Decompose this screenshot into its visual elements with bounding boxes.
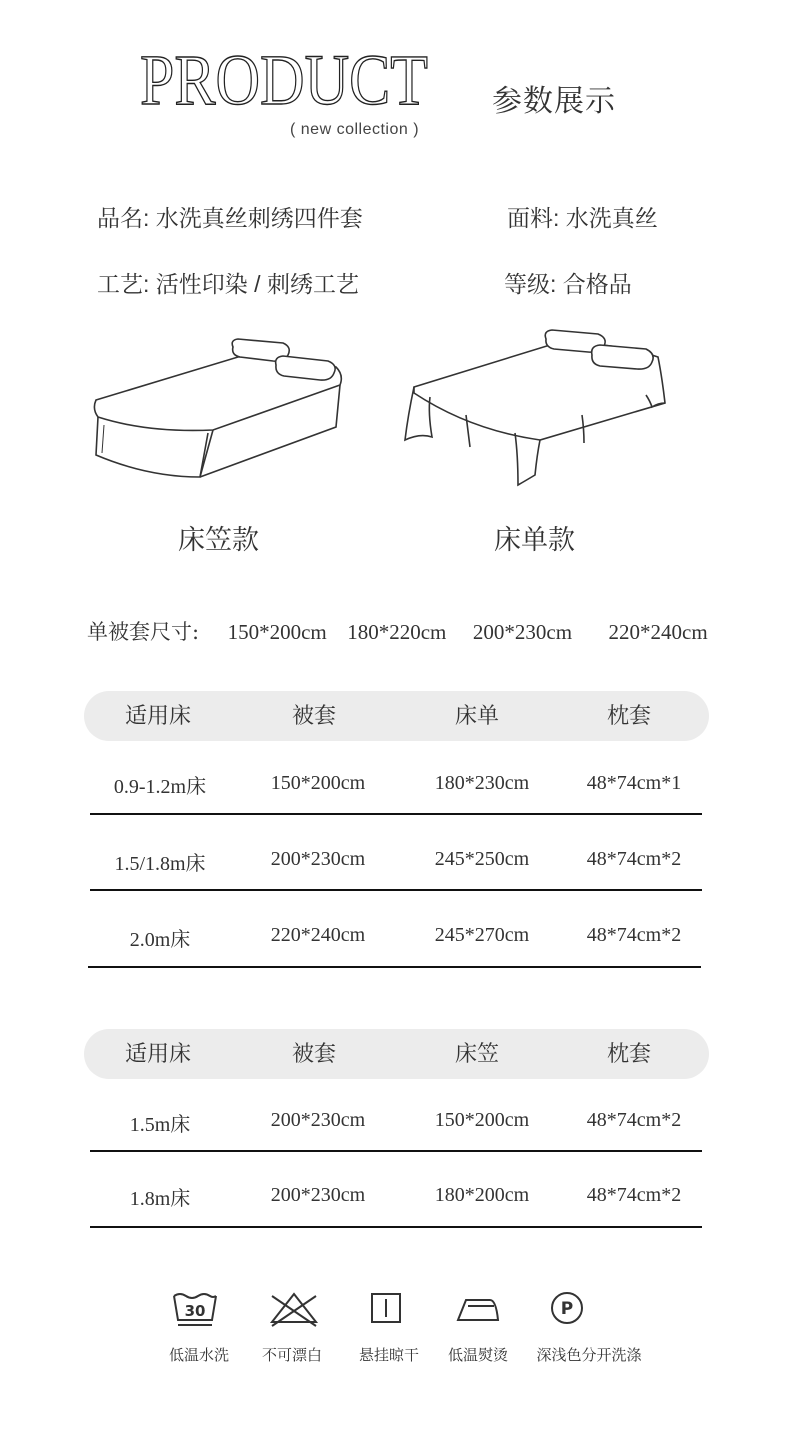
wash-30-icon <box>172 1290 218 1330</box>
duvet-size-value: 150*200cm <box>227 620 327 644</box>
care-label: 低温熨烫 <box>447 1346 508 1364</box>
duvet-size-line <box>87 616 708 646</box>
table1-header-cell: 枕套 <box>606 703 651 728</box>
table1-header-cell: 适用床 <box>124 703 191 728</box>
table-cell: 48*74cm*1 <box>586 772 682 794</box>
table-divider <box>88 966 701 968</box>
table-cell: 1.8m床 <box>129 1188 191 1210</box>
table-cell: 48*74cm*2 <box>586 1184 682 1206</box>
no-bleach-icon <box>268 1290 320 1330</box>
care-label: 深浅色分开洗涤 <box>536 1346 642 1364</box>
table-cell: 200*230cm <box>270 848 366 870</box>
fitted-sheet-label: 床笠款 <box>178 525 259 555</box>
table2-header-cell: 适用床 <box>124 1041 191 1066</box>
table-cell: 180*230cm <box>434 772 530 794</box>
fitted-sheet-bed-icon <box>88 335 353 490</box>
table-cell: 2.0m床 <box>129 929 191 951</box>
table2-header-cell: 床笠 <box>454 1041 499 1066</box>
table1-header <box>84 691 709 741</box>
flat-sheet-bed-icon <box>400 325 672 490</box>
product-craft: 工艺: 活性印染 / 刺绣工艺 <box>97 271 359 297</box>
table-cell: 1.5m床 <box>129 1114 191 1136</box>
table-divider <box>90 813 702 815</box>
logo-text: PRODUCT <box>140 40 428 120</box>
duvet-size-value: 220*240cm <box>608 620 708 644</box>
table-cell: 200*230cm <box>270 1109 366 1131</box>
care-label: 不可漂白 <box>261 1346 322 1364</box>
flat-sheet-label: 床单款 <box>494 525 575 555</box>
product-fabric: 面料: 水洗真丝 <box>507 205 658 231</box>
table2-header-cell: 被套 <box>291 1041 336 1066</box>
table1-header-cell: 被套 <box>291 703 336 728</box>
table-cell: 220*240cm <box>270 924 366 946</box>
product-grade: 等级: 合格品 <box>504 271 632 297</box>
low-iron-icon <box>454 1290 502 1330</box>
table2-header-cell: 枕套 <box>606 1041 651 1066</box>
table-cell: 0.9-1.2m床 <box>113 776 207 798</box>
wash-temperature: 30 <box>184 1302 206 1320</box>
product-name: 品名: 水洗真丝刺绣四件套 <box>97 205 363 231</box>
product-logo <box>140 40 430 120</box>
care-label: 悬挂晾干 <box>358 1346 419 1364</box>
duvet-size-label: 单被套尺寸: <box>87 620 200 644</box>
table1-header-cell: 床单 <box>454 703 499 728</box>
table-cell: 180*200cm <box>434 1184 530 1206</box>
table-divider <box>90 1150 702 1152</box>
table-cell: 150*200cm <box>434 1109 530 1131</box>
table-divider <box>90 889 702 891</box>
table-cell: 48*74cm*2 <box>586 924 682 946</box>
logo-subtitle: ( new collection ) <box>290 121 420 138</box>
table-cell: 200*230cm <box>270 1184 366 1206</box>
care-label: 低温水洗 <box>168 1346 229 1364</box>
table-cell: 245*250cm <box>434 848 530 870</box>
duvet-size-value: 180*220cm <box>347 620 447 644</box>
table-divider <box>90 1226 702 1228</box>
dry-clean-p-icon <box>549 1290 585 1330</box>
table-cell: 1.5/1.8m床 <box>114 853 206 875</box>
table-cell: 245*270cm <box>434 924 530 946</box>
dry-clean-letter: P <box>560 1299 574 1319</box>
table-cell: 48*74cm*2 <box>586 848 682 870</box>
duvet-size-value: 200*230cm <box>472 620 573 644</box>
table-cell: 48*74cm*2 <box>586 1109 682 1131</box>
hang-dry-icon <box>368 1290 404 1330</box>
table-cell: 150*200cm <box>270 772 366 794</box>
page-title: 参数展示 <box>492 85 616 118</box>
table2-header <box>84 1029 709 1079</box>
